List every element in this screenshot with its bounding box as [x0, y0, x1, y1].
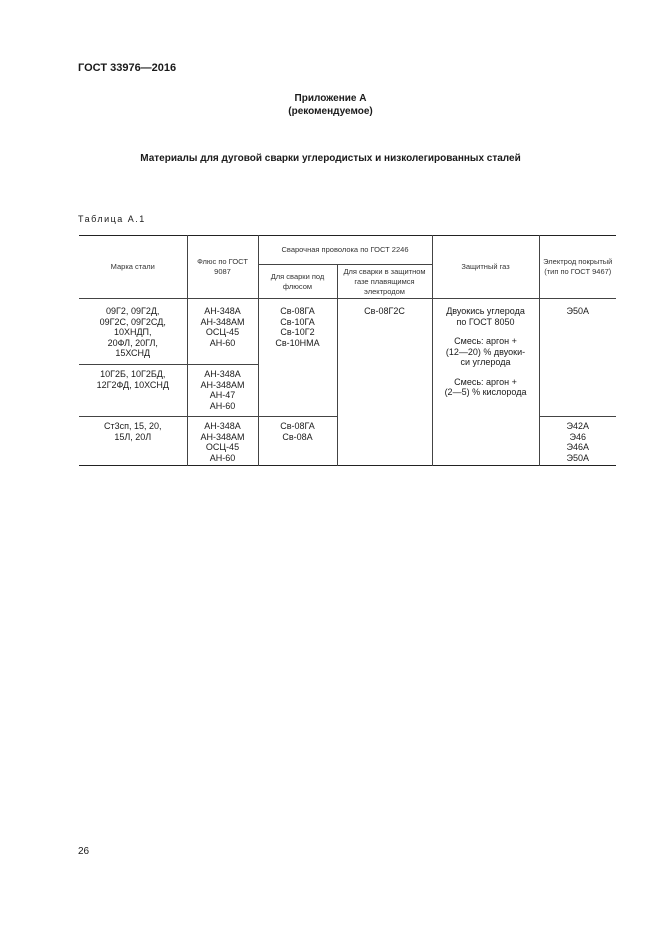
cell-shield-gas: Двуокись углерода по ГОСТ 8050 Смесь: аргон + (12—20) % двуоки- си углерода Смесь: аргон + (2—5) % кислорода [432, 299, 539, 466]
standard-number: ГОСТ 33976—2016 [78, 62, 177, 74]
materials-table [79, 235, 616, 466]
table-row [79, 299, 616, 365]
header-flux: Флюс по ГОСТ 9087 [187, 236, 258, 299]
header-electrode: Электрод покрытый (тип по ГОСТ 9467) [539, 236, 616, 299]
header-wire-flux: Для сварки под флюсом [258, 265, 337, 299]
page-number: 26 [78, 846, 90, 857]
appendix-heading [0, 92, 661, 118]
cell-wire-flux: Св-08ГА Св-10ГА Св-10Г2 Св-10НМА [258, 299, 337, 417]
header-wire-group: Сварочная проволока по ГОСТ 2246 [258, 236, 432, 265]
cell-electrode: Э42А Э46 Э46А Э50А [539, 417, 616, 466]
cell-wire-gas: Св-08Г2С [337, 299, 432, 466]
cell-steel-grade: 10Г2Б, 10Г2БД, 12Г2ФД, 10ХСНД [79, 365, 187, 417]
cell-flux: АН-348А АН-348АМ АН-47 АН-60 [187, 365, 258, 417]
cell-flux: АН-348А АН-348АМ ОСЦ-45 АН-60 [187, 299, 258, 365]
cell-wire-flux: Св-08ГА Св-08А [258, 417, 337, 466]
appendix-title: Приложение А [294, 93, 367, 104]
table-caption: Таблица А.1 [78, 214, 146, 224]
cell-steel-grade: 09Г2, 09Г2Д, 09Г2С, 09Г2СД, 10ХНДП, 20ФЛ, 20ГЛ, 15ХСНД [79, 299, 187, 365]
header-wire-gas: Для сварки в защитном газе плавящимся электродом [337, 265, 432, 299]
appendix-subtitle: (рекомендуемое) [288, 106, 373, 117]
cell-electrode: Э50А [539, 299, 616, 417]
section-title: Материалы для дуговой сварки углеродистых и низколегированных сталей [140, 153, 521, 164]
cell-steel-grade: Ст3сп, 15, 20, 15Л, 20Л [79, 417, 187, 466]
cell-flux: АН-348А АН-348АМ ОСЦ-45 АН-60 [187, 417, 258, 466]
header-shield-gas: Защитный газ [432, 236, 539, 299]
header-steel-grade: Марка стали [79, 236, 187, 299]
